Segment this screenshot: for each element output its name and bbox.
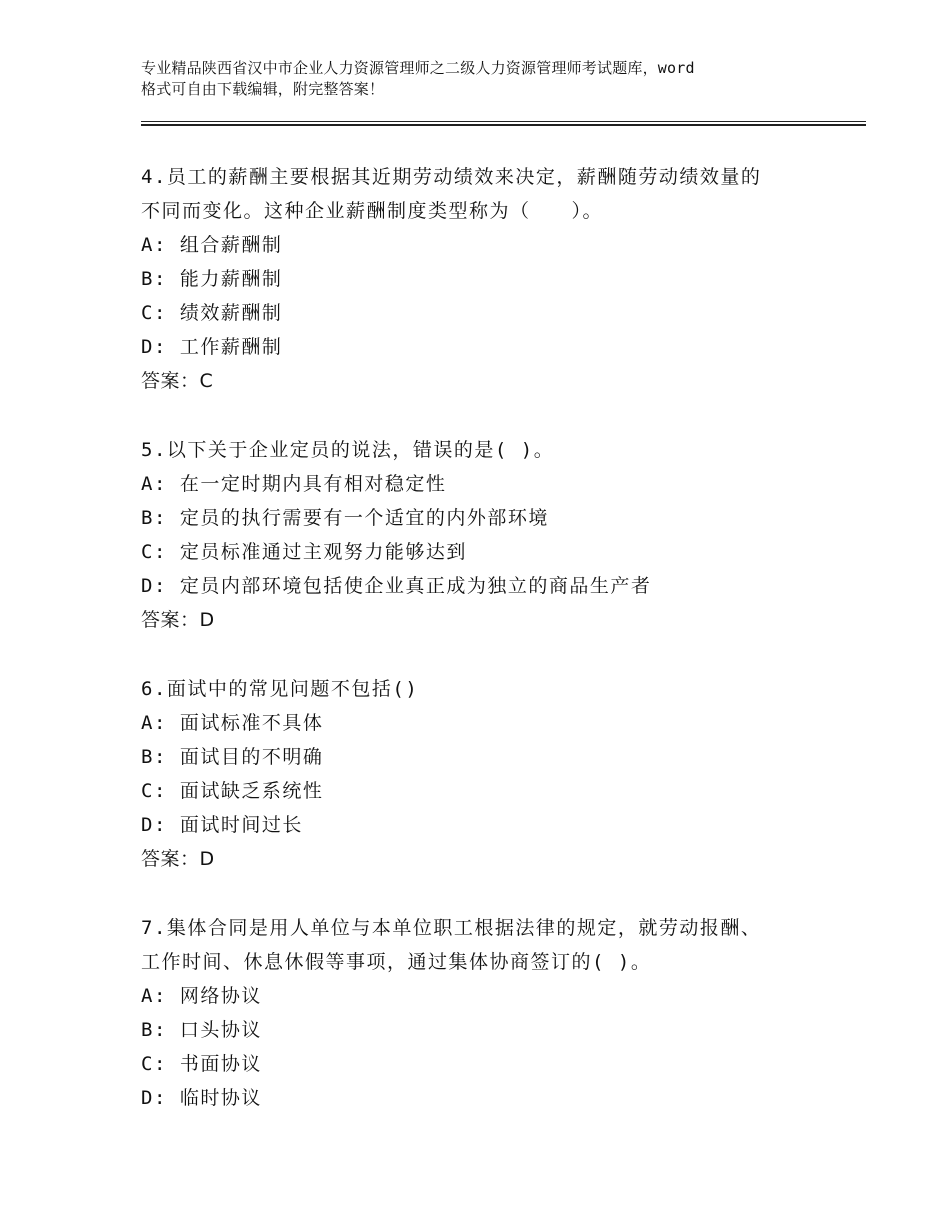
question-stem-line: 6.面试中的常见问题不包括() (141, 678, 419, 700)
header-divider-thick (141, 124, 866, 126)
header-line-1: 专业精品陕西省汉中市企业人力资源管理师之二级人力资源管理师考试题库，word (141, 59, 695, 77)
option-a: A: 网络协议 (141, 985, 262, 1007)
question-stem-line: 工作时间、休息休假等事项，通过集体协商签订的( )。 (141, 951, 652, 973)
option-d: D: 工作薪酬制 (141, 336, 283, 358)
question-stem-line: 5.以下关于企业定员的说法，错误的是( )。 (141, 439, 555, 461)
question-stem-line: 4.员工的薪酬主要根据其近期劳动绩效来决定，薪酬随劳动绩效量的 (141, 166, 762, 188)
option-d: D: 定员内部环境包括使企业真正成为独立的商品生产者 (141, 575, 652, 597)
answer: 答案：C (141, 370, 214, 392)
question-stem-line: 不同而变化。这种企业薪酬制度类型称为（ ）。 (141, 200, 604, 222)
option-c: C: 面试缺乏系统性 (141, 780, 324, 802)
option-a: A: 组合薪酬制 (141, 234, 283, 256)
question-stem-line: 7.集体合同是用人单位与本单位职工根据法律的规定，就劳动报酬、 (141, 917, 762, 939)
answer: 答案：D (141, 848, 215, 870)
option-b: B: 定员的执行需要有一个适宜的内外部环境 (141, 507, 549, 529)
option-c: C: 绩效薪酬制 (141, 302, 283, 324)
question-4 (141, 160, 841, 398)
option-a: A: 在一定时期内具有相对稳定性 (141, 473, 447, 495)
header-divider-thin (141, 121, 866, 122)
question-5 (141, 433, 841, 637)
option-b: B: 面试目的不明确 (141, 746, 324, 768)
question-6 (141, 672, 841, 876)
option-d: D: 面试时间过长 (141, 814, 303, 836)
answer: 答案：D (141, 609, 215, 631)
question-7 (141, 911, 841, 1115)
header-line-2: 格式可自由下载编辑，附完整答案！ (141, 80, 385, 98)
option-b: B: 口头协议 (141, 1019, 262, 1041)
option-c: C: 书面协议 (141, 1053, 262, 1075)
document-header (141, 58, 841, 100)
option-d: D: 临时协议 (141, 1087, 262, 1109)
option-c: C: 定员标准通过主观努力能够达到 (141, 541, 467, 563)
option-b: B: 能力薪酬制 (141, 268, 283, 290)
option-a: A: 面试标准不具体 (141, 712, 324, 734)
